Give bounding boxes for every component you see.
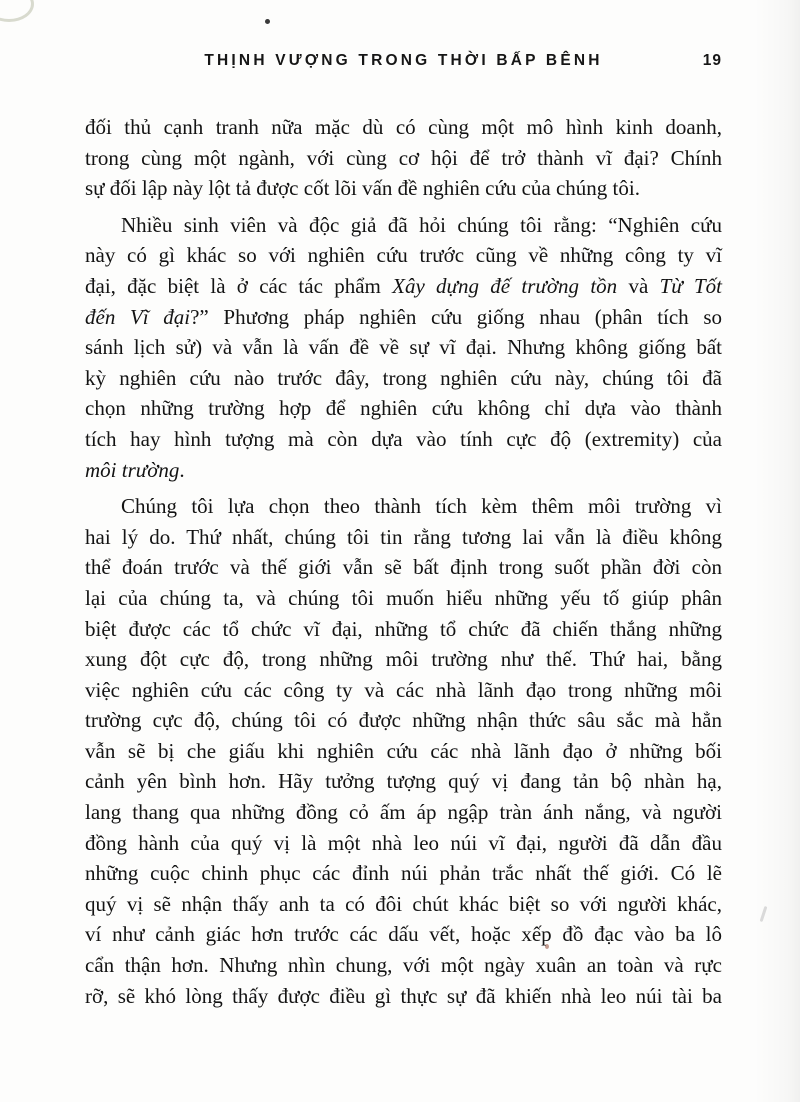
text-line	[85, 583, 722, 614]
text-segment: và	[617, 273, 660, 298]
text-segment: đối thủ cạnh tranh nữa mặc dù có cùng một mô hình kinh doanh,	[85, 115, 722, 139]
body-text	[85, 112, 722, 1011]
text-segment: sự đối lập này lột tả được cốt lõi vấn đề nghiên cứu của chúng tôi.	[85, 176, 640, 201]
text-line	[85, 858, 722, 889]
text-segment: quý vị sẽ nhận thấy anh ta có đôi chút khác biệt so với người khác,	[85, 891, 722, 916]
text-segment: này có gì khác so với nghiên cứu trước cũng về những công ty vĩ	[85, 243, 722, 268]
paragraph	[85, 112, 722, 204]
scan-artifact-corner	[0, 0, 34, 22]
text-segment: đến Vĩ đại	[85, 304, 191, 329]
text-segment: đồng hành của quý vị là một nhà leo núi vĩ đại, người đã dẫn đầu	[85, 830, 722, 855]
paragraph	[85, 210, 722, 485]
text-line	[85, 522, 722, 553]
text-segment: sánh lịch sử) và vẫn là vấn đề về sự vĩ đại. Nhưng không giống bất	[85, 335, 722, 360]
text-segment: Từ Tốt	[659, 273, 722, 298]
text-line	[85, 173, 722, 204]
text-line	[85, 736, 722, 767]
text-segment: thể đoán trước và thế giới vẫn sẽ bất định trong suốt phần đời còn	[85, 555, 722, 580]
text-segment: .	[179, 457, 185, 482]
text-segment: Nhiều sinh viên và độc giả đã hỏi chúng tôi rằng: “Nghiên cứu	[121, 212, 722, 237]
text-line	[85, 332, 722, 363]
text-segment: chọn những trường hợp để nghiên cứu không chỉ dựa vào thành	[85, 396, 722, 421]
text-line	[85, 455, 722, 486]
text-line	[85, 302, 722, 333]
text-line	[85, 705, 722, 736]
text-line	[85, 143, 722, 174]
text-segment: Chúng tôi lựa chọn theo thành tích kèm thêm môi trường vì	[121, 494, 722, 519]
text-line	[85, 889, 722, 920]
paragraph	[85, 491, 722, 1011]
text-segment: hai lý do. Thứ nhất, chúng tôi tin rằng tương lai vẫn là điều không	[85, 524, 722, 549]
text-segment: lại của chúng ta, và chúng tôi muốn hiểu những yếu tố giúp phân	[85, 585, 722, 610]
text-segment: trường cực độ, chúng tôi có được những nhận thức sâu sắc mà hẳn	[85, 708, 722, 733]
text-segment: những cuộc chinh phục các đỉnh núi phản trắc nhất thế giới. Có lẽ	[85, 861, 722, 886]
text-line	[85, 950, 722, 981]
text-line	[85, 614, 722, 645]
text-line	[85, 491, 722, 522]
page-edge-shadow	[754, 0, 800, 1102]
text-line	[85, 797, 722, 828]
text-line	[85, 424, 722, 455]
text-line	[85, 271, 722, 302]
text-line	[85, 919, 722, 950]
text-segment: trong cùng một ngành, với cùng cơ hội để trở thành vĩ đại? Chính	[85, 145, 722, 170]
text-segment: kỳ nghiên cứu nào trước đây, trong nghiên cứu này, chúng tôi đã	[85, 365, 722, 390]
text-segment: cẩn thận hơn. Nhưng nhìn chung, với một ngày xuân an toàn và rực	[85, 953, 722, 978]
text-line	[85, 675, 722, 706]
text-segment: ví như cảnh giác hơn trước các dấu vết, hoặc xếp đồ đạc vào ba lô	[85, 922, 722, 947]
scan-streak	[760, 906, 768, 922]
text-line	[85, 981, 722, 1012]
page-number: 19	[702, 52, 722, 69]
text-segment: ?” Phương pháp nghiên cứu giống nhau (phân tích so	[190, 304, 722, 329]
text-segment: môi trường	[85, 457, 180, 482]
text-segment: Xây dựng đế trường tồn	[392, 273, 618, 298]
text-line	[85, 828, 722, 859]
scan-speck	[265, 19, 270, 24]
page-header	[85, 52, 722, 74]
text-line	[85, 112, 722, 143]
text-segment: xung đột cực độ, trong những môi trường như thế. Thứ hai, bằng	[85, 647, 722, 672]
text-line	[85, 766, 722, 797]
text-segment: rỡ, sẽ khó lòng thấy được điều gì thực sự đã khiến nhà leo núi tài ba	[85, 983, 722, 1008]
text-line	[85, 240, 722, 271]
text-line	[85, 393, 722, 424]
text-line	[85, 210, 722, 241]
text-line	[85, 552, 722, 583]
text-segment: việc nghiên cứu các công ty và các nhà lãnh đạo trong những môi	[85, 677, 722, 702]
running-title: THỊNH VƯỢNG TRONG THỜI BẤP BÊNH	[204, 52, 603, 69]
text-segment: biệt được các tổ chức vĩ đại, những tổ chức đã chiến thắng những	[85, 616, 722, 641]
text-segment: lang thang qua những đồng cỏ ấm áp ngập tràn ánh nắng, và người	[85, 800, 722, 825]
text-segment: tích hay hình tượng mà còn dựa vào tính cực độ (extremity) của	[85, 426, 722, 451]
text-segment: đại, đặc biệt là ở các tác phẩm	[85, 273, 393, 298]
text-line	[85, 363, 722, 394]
text-segment: cảnh yên bình hơn. Hãy tưởng tượng quý vị đang tản bộ nhàn hạ,	[85, 769, 722, 794]
text-segment: vẫn sẽ bị che giấu khi nghiên cứu các nhà lãnh đạo ở những bối	[85, 738, 722, 763]
text-line	[85, 644, 722, 675]
